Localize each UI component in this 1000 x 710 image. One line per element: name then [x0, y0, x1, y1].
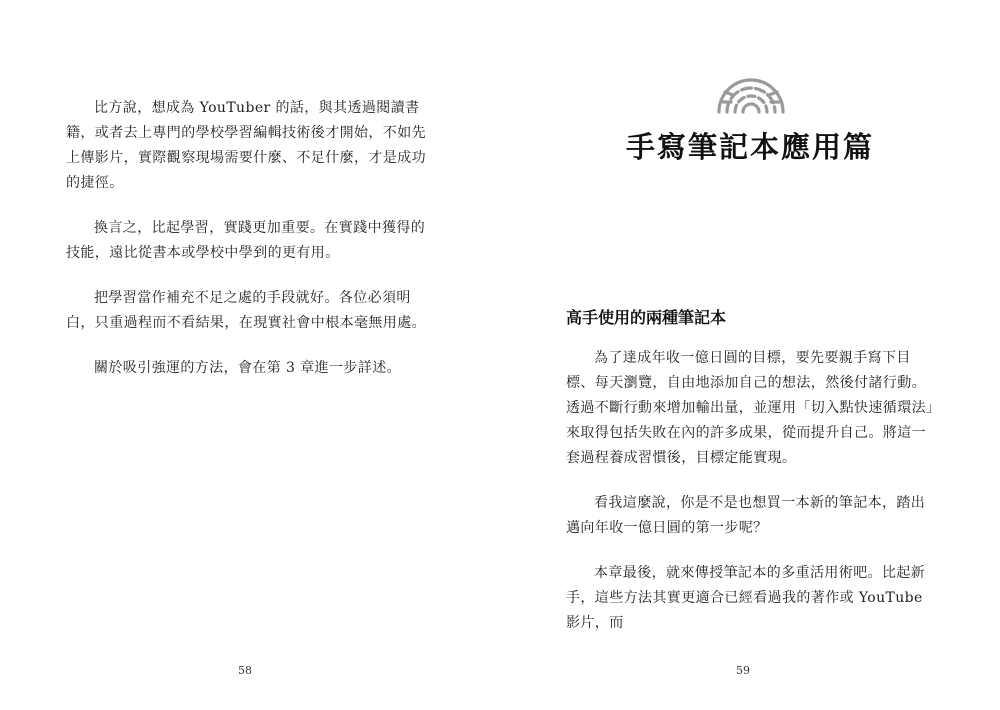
paragraph: 看我這麼說，你是不是也想買一本新的筆記本，踏出邁向年收一億日圓的第一步呢？ — [566, 495, 926, 536]
page-number-right: 59 — [736, 664, 750, 677]
section-heading: 高手使用的兩種筆記本 — [566, 308, 727, 327]
paragraph: 把學習當作補充不足之處的手段就好。各位必須明白，只重過程而不看結果，在現實社會中根本毫無用處。 — [66, 290, 426, 331]
chapter-title: 手寫筆記本應用篇 — [625, 130, 874, 164]
arched-lines-ornament-icon — [715, 72, 787, 116]
page-number-left: 58 — [238, 664, 252, 677]
paragraph: 為了達成年收一億日圓的目標，要先要親手寫下目標、每天瀏覽，自由地添加自己的想法，然後付諸行動。透過不斷行動來增加輸出量，並運用「切入點快速循環法」來取得包括失敗在內的許多成果，從而提升自己。將這一套過程養成習慣後，目標定能實現。 — [566, 350, 934, 466]
paragraph: 本章最後，就來傳授筆記本的多重活用術吧。比起新手，這些方法其實更適合已經看過我的著作或 YouTube 影片，而 — [566, 565, 926, 631]
paragraph: 關於吸引強運的方法，會在第 3 章進一步詳述。 — [94, 360, 402, 376]
left-page-body — [66, 96, 438, 401]
paragraph: 換言之，比起學習，實踐更加重要。在實踐中獲得的技能，遠比從書本或學校中學到的更有用。 — [66, 220, 426, 261]
paragraph: 比方說，想成為 YouTuber 的話，與其透過閱讀書籍，或者去上專門的學校學習編輯技術後才開始，不如先上傳影片，實際觀察現場需要什麼、不足什麼，才是成功的捷徑。 — [66, 100, 426, 191]
right-page-body — [566, 346, 936, 656]
